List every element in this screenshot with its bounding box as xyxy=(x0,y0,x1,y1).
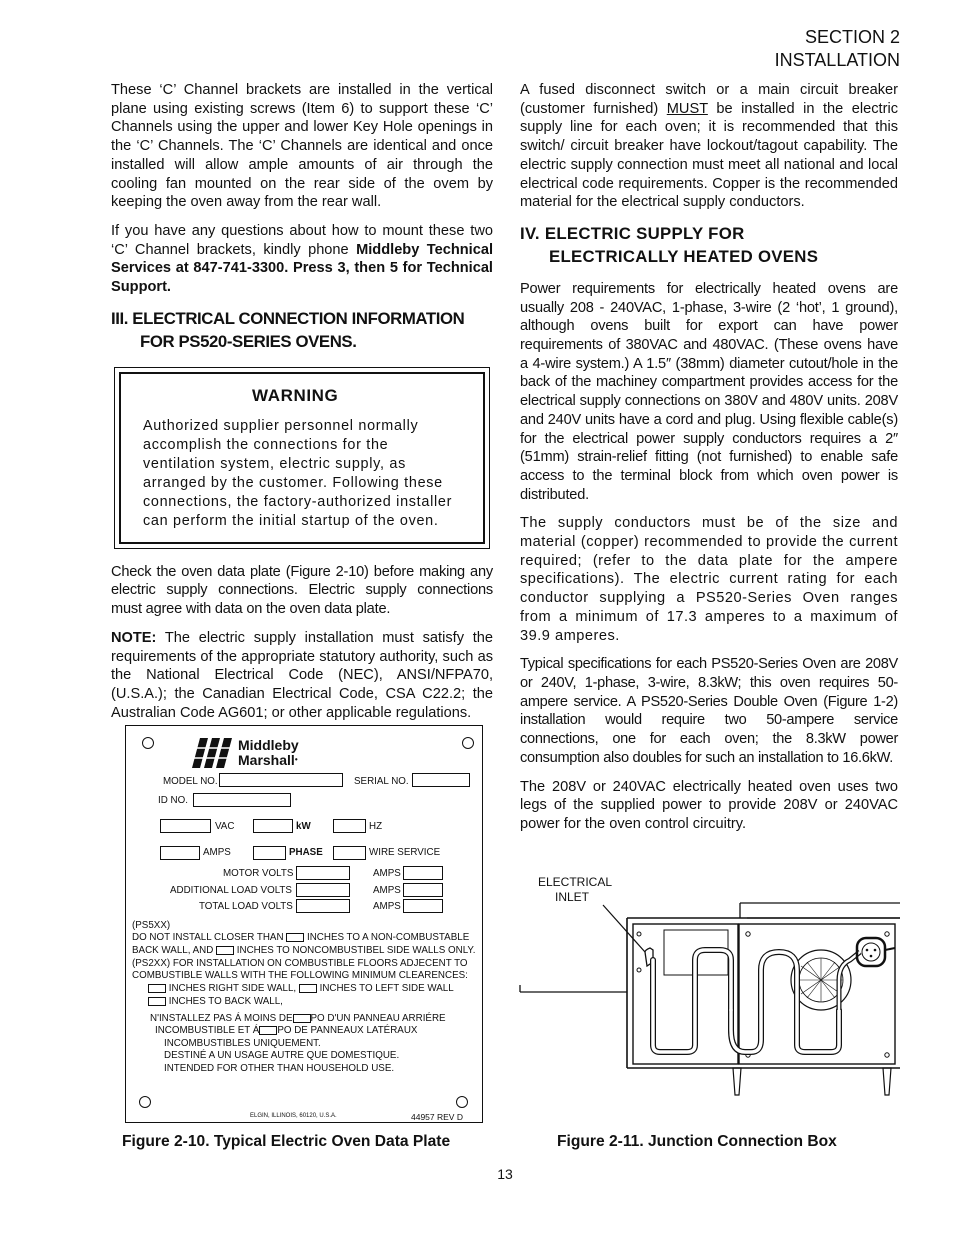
supply-conductors-paragraph: The supply conductors must be of the size and material (copper) recommended to provide the current required; (refer to the data plate for the ampere specifications). The electric current rating for each conductor supplying a PS520-Series Oven ranges from a minimum of 17.3 amperes to a maximum of 39.9 amperes. xyxy=(520,515,898,644)
phase-field xyxy=(253,846,286,860)
section-number: SECTION 2 xyxy=(804,27,900,47)
power-requirements-paragraph: Power requirements for electrically heated ovens are usually 208 - 240VAC, 1-phase, 3-wire (2 ‘hot’, 1 ground), although ovens built for export can have power requirements of 380VAC and 480VAC. (These ovens have a 4-wire system.) A 1.5″ (38mm) diameter cutout/hole in the back of the machiney compartment provides access for the electrical supply connections on 380V and 480V units. 208V and 240V units have a cord and plug. Using flexible cable(s) for the electrical power supply conductors requires a 2″ (51mm) strain-relief fitting (not furnished) to enable safe access to the terminal block from which oven power is distributed. xyxy=(520,280,898,503)
control-circuitry-paragraph: The 208V or 240VAC electrically heated oven uses two legs of the supplied power to provide 208V or 240VAC power for the oven control circuitry. xyxy=(520,778,898,832)
french-line-1a: N'INSTALLEZ PAS Á MOINS DE xyxy=(150,1013,293,1024)
section-3-heading xyxy=(111,307,493,353)
amps-field xyxy=(160,846,200,860)
clearance-line-4: COMBUSTIBLE WALLS WITH THE FOLLOWING MINIMUM CLEARENCES: xyxy=(132,970,468,981)
clearance-line-1 xyxy=(132,932,469,944)
french-line-3: INCOMBUSTIBLES UNIQUEMENT. xyxy=(164,1038,321,1049)
vac-field xyxy=(160,819,211,833)
data-plate-paragraph: Check the oven data plate (Figure 2-10) before making any electric supply connections. Electric supply connections must agree with data on the oven data plate. xyxy=(111,563,493,618)
wire-service-field xyxy=(333,846,366,860)
phase-label: PHASE xyxy=(289,847,323,858)
clearance-line-6-text: INCHES TO BACK WALL, xyxy=(168,996,283,1007)
note-label: NOTE: xyxy=(111,629,157,646)
serial-label: SERIAL NO. xyxy=(354,776,409,787)
questions-text: If you have any questions about how to mount these two ‘C’ Channel brackets, kindly phone xyxy=(111,222,493,258)
warning-box-inner xyxy=(119,372,485,544)
mount-hole-icon xyxy=(142,737,154,749)
kw-field xyxy=(253,819,293,833)
clearance-line-3: (PS2XX) FOR INSTALLATION ON COMBUSTIBLE FLOORS ADJECENT TO xyxy=(132,958,468,969)
total-amps-field xyxy=(403,899,443,913)
figure-2-10-caption: Figure 2-10. Typical Electric Oven Data Plate xyxy=(122,1133,451,1150)
questions-paragraph xyxy=(111,222,493,297)
left-column xyxy=(111,81,493,732)
address-label: ELGIN, ILLINOIS, 60120, U.S.A. xyxy=(250,1113,337,1119)
brand-name-line1: Middleby xyxy=(238,737,299,753)
vac-label: VAC xyxy=(215,821,235,832)
mount-hole-icon xyxy=(462,737,474,749)
section-3-heading-line1: III. ELECTRICAL CONNECTION INFORMATION xyxy=(111,308,465,328)
additional-load-label: ADDITIONAL LOAD VOLTS xyxy=(170,885,292,896)
id-label: ID NO. xyxy=(158,795,188,806)
page-number: 13 xyxy=(497,1166,513,1182)
french-line-2a: INCOMBUSTIBLE ET Á xyxy=(155,1025,260,1036)
french-line-1 xyxy=(150,1013,446,1025)
amps-label: AMPS xyxy=(203,847,231,858)
disconnect-text-a: A fused disconnect switch or a main circuit breaker (customer furnished) xyxy=(520,82,898,117)
clearance-line-2 xyxy=(132,945,475,957)
section-title: INSTALLATION xyxy=(774,50,900,70)
clearance-line-5 xyxy=(148,983,454,995)
right-column xyxy=(520,81,898,844)
middleby-logo-icon xyxy=(192,738,234,768)
note-paragraph xyxy=(111,629,493,723)
model-field xyxy=(219,773,343,787)
motor-volts-label: MOTOR VOLTS xyxy=(223,868,294,879)
clearance-line-1a: DO NOT INSTALL CLOSER THAN xyxy=(132,932,284,943)
section-4-heading-line1: IV. ELECTRIC SUPPLY FOR xyxy=(520,223,745,243)
typical-specs-paragraph: Typical specifications for each PS520-Series Oven are 208V or 240V, 1-phase, 3-wire, 8.3kW; this oven requires 50-ampere service. A PS520-Series Double Oven (Figure 1-2) installation would require two 50-ampere service connections, one for each oven; the 8.3kW power consumption also doubles for such an installation to 16.6kW. xyxy=(520,656,898,766)
junction-box-illustration xyxy=(515,900,905,1100)
clearance-line-5a: INCHES RIGHT SIDE WALL, xyxy=(168,983,297,994)
warning-title: WARNING xyxy=(252,385,339,405)
additional-amps-label: AMPS xyxy=(373,885,401,896)
brand-name-line2: Marshall• xyxy=(238,752,298,768)
ps5xx-label: (PS5XX) xyxy=(132,920,171,931)
electrical-inlet-label-line1: ELECTRICAL xyxy=(538,875,613,889)
disconnect-text-b: be installed in the electric supply line for each oven; it is recommended that this switch/ circuit breaker have lockout/tagout capability. The electric supply connection must meet all national and local electrical code requirements. Copper is the recommended material for the electrical supply conductors. xyxy=(520,100,898,211)
warning-box xyxy=(114,367,490,549)
warning-text: Authorized supplier personnel normally accomplish the connections for the ventilation system, electric supply, as arranged by the customer. Following these connections, the factory-authorized installer can perform the initial startup of the oven. xyxy=(143,417,453,529)
motor-volts-field xyxy=(296,866,350,880)
brand-name-line2-text: Marshall xyxy=(238,752,295,768)
section-4-heading xyxy=(520,222,898,268)
kw-label: kW xyxy=(296,821,311,832)
total-amps-label: AMPS xyxy=(373,901,401,912)
total-load-field xyxy=(296,899,350,913)
disconnect-paragraph xyxy=(520,81,898,212)
wire-service-label: WIRE SERVICE xyxy=(369,847,441,858)
clearance-line-2a: BACK WALL, AND xyxy=(132,945,214,956)
hz-field xyxy=(333,819,366,833)
must-emphasis: MUST xyxy=(666,100,708,117)
additional-load-field xyxy=(296,883,350,897)
model-label: MODEL NO. xyxy=(163,776,218,787)
french-line-1b: PO D'UN PANNEAU ARRIÉRE xyxy=(310,1013,446,1024)
french-line-5: INTENDED FOR OTHER THAN HOUSEHOLD USE. xyxy=(164,1063,395,1074)
id-field xyxy=(193,793,291,807)
note-text: The electric supply installation must satisfy the requirements of the appropriate statutory authority, such as the National Electrical Code (NEC), ANSI/NFPA70, (U.S.A.); the Canadian Electrical Code, CSA C22.2; the Australian Code AG601; or other applicable regulations. xyxy=(111,629,493,721)
clearance-line-5b: INCHES TO LEFT SIDE WALL xyxy=(319,983,454,994)
c-channel-paragraph: These ‘C’ Channel brackets are installed in the vertical plane using existing screws (Item 6) to support these ‘C’ Channels using the upper and lower Key Hole openings in the ‘C’ Channels. The ‘C’ Channels are identical and once installed will allow ample amounts of air through the cooling fan mounted on the rear side of the ovem by keeping the oven away from the rear wall. xyxy=(111,82,493,211)
motor-amps-label: AMPS xyxy=(373,868,401,879)
oven-data-plate xyxy=(125,725,483,1123)
total-load-label: TOTAL LOAD VOLTS xyxy=(199,901,293,912)
technical-services-phone: Middleby Technical Services at 847-741-3300. Press 3, then 5 for Technical Support. xyxy=(111,241,493,296)
french-line-2 xyxy=(155,1025,417,1037)
motor-amps-field xyxy=(403,866,443,880)
section-header xyxy=(775,26,900,72)
mount-hole-icon xyxy=(456,1096,468,1108)
mount-hole-icon xyxy=(139,1096,151,1108)
clearance-line-1b: INCHES TO A NON-COMBUSTABLE xyxy=(307,932,470,943)
electrical-inlet-label-line2: INLET xyxy=(555,890,590,904)
additional-amps-field xyxy=(403,883,443,897)
clearance-line-6 xyxy=(148,996,283,1008)
french-line-4: DESTINÉ A UN USAGE AUTRE QUE DOMESTIQUE. xyxy=(164,1050,400,1061)
clearance-line-2b: INCHES TO NONCOMBUSTIBEL SIDE WALLS ONLY. xyxy=(236,945,476,956)
serial-field xyxy=(412,773,470,787)
section-4-heading-line2: ELECTRICALLY HEATED OVENS xyxy=(549,246,819,266)
revision-label: 44957 REV D xyxy=(411,1112,463,1122)
figure-2-11-caption: Figure 2-11. Junction Connection Box xyxy=(557,1133,837,1150)
section-3-heading-line2: FOR PS520-SERIES OVENS. xyxy=(140,331,357,351)
french-line-2b: PO DE PANNEAUX LATÉRAUX xyxy=(277,1025,418,1036)
hz-label: HZ xyxy=(369,821,383,832)
